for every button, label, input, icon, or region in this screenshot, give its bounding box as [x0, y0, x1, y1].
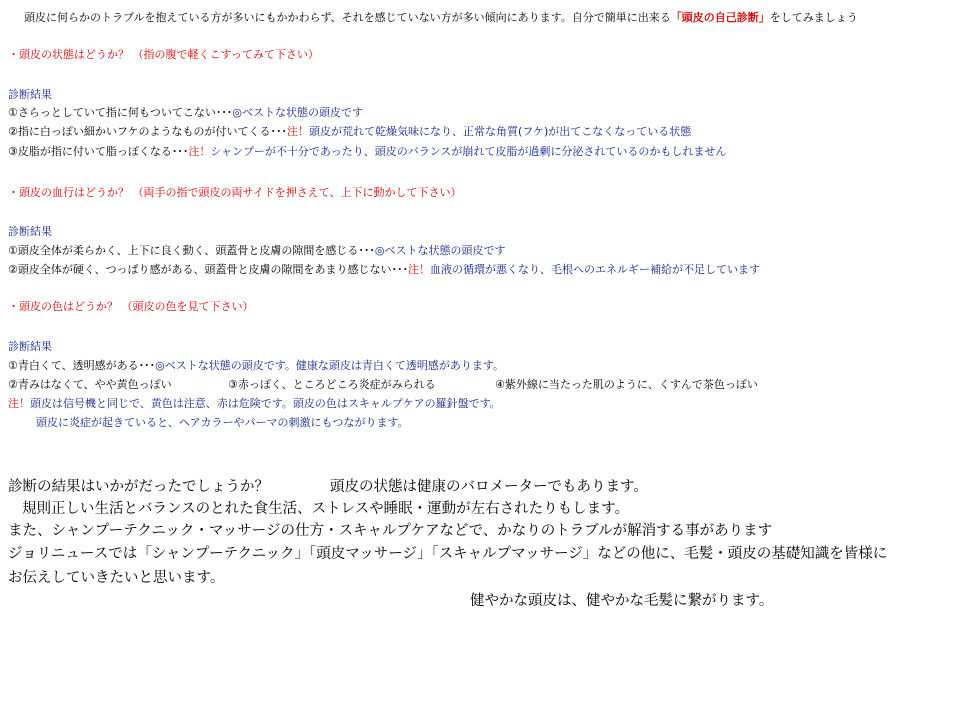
item-lead: ②指に白っぽい細かいフケのようなものが付いてくる･･･ [8, 125, 288, 138]
note-text: 頭皮は信号機と同じで、黄色は注意、赤は危険です。頭皮の色はスキャルプケアの羅針盤です。 [30, 397, 501, 410]
closing-line5: お伝えしていきたいと思います。 [8, 570, 225, 586]
item-answer: ◎ベストな状態の頭皮です [374, 244, 506, 257]
section1-result-label: 診断結果 [8, 88, 52, 101]
closing-line6: 健やかな頭皮は、健やかな毛髪に繋がります。 [470, 593, 774, 609]
item-lead: ②頭皮全体が硬く、つっぱり感がある、頭蓋骨と皮膚の隙間をあまり感じない･･･ [8, 263, 409, 276]
item-answer: 血液の循環が悪くなり、毛根へのエネルギー補給が不足しています [430, 263, 761, 276]
section3-note2: 頭皮に炎症が起きていると、ヘアカラーやパーマの刺激にもつながります。 [36, 416, 409, 429]
section2-question: ・頭皮の血行はどうか？ （両手の指で頭皮の両サイドを押さえて、上下に動かして下さい） [8, 186, 462, 199]
section1-item3 [8, 145, 726, 159]
section3-item3: ③赤っぽく、ところどころ炎症がみられる [228, 378, 436, 391]
item-answer: ◎ベストな状態の頭皮です。健康な頭皮は青白くて透明感があります。 [155, 359, 504, 372]
item-answer: ◎ベストな状態の頭皮です [232, 106, 363, 119]
intro-highlight: 「頭皮の自己診断」 [670, 11, 770, 24]
section3-question: ・頭皮の色はどうか？ （頭皮の色を見て下さい） [8, 300, 254, 313]
closing-line2: 規則正しい生活とバランスのとれた食生活、ストレスや睡眠・運動が左右されたりもします。 [22, 501, 629, 517]
item-lead: ①青白くて、透明感がある･･･ [8, 359, 156, 372]
section3-item2: ②青みはなくて、やや黄色っぽい [8, 378, 172, 391]
section2-item2 [8, 263, 760, 277]
section3-item4: ④紫外線に当たった肌のように、くすんで茶色っぽい [495, 378, 758, 391]
closing-line4: ジョリニュースでは「シャンプーテクニック」「頭皮マッサージ」「スキャルプマッサージ」などの他に、毛髪・頭皮の基礎知識を皆様に [8, 546, 888, 562]
warn-mark: 注！ [287, 125, 310, 138]
item-answer: 頭皮が荒れて乾燥気味になり、正常な角質(フケ)が出てこなくなっている状態 [309, 125, 692, 138]
closing-line1a: 診断の結果はいかがだったでしょうか？ [8, 479, 269, 495]
warn-mark: 注！ [188, 145, 211, 158]
item-lead: ①さらっとしていて指に何もついてこない･･･ [8, 106, 233, 119]
section2-result-label: 診断結果 [8, 225, 52, 238]
item-lead: ③皮脂が指に付いて脂っぽくなる･･･ [8, 145, 189, 158]
intro-line [24, 11, 858, 25]
section2-item1 [8, 244, 506, 258]
section1-question: ・頭皮の状態はどうか？ （指の腹で軽くこすってみて下さい） [8, 48, 319, 61]
intro-suffix: をしてみましょう [769, 11, 858, 24]
section3-note [8, 397, 501, 411]
closing-line1b: 頭皮の状態は健康のバロメーターでもあります。 [330, 479, 648, 495]
closing-line3: また、シャンプーテクニック・マッサージの仕方・スキャルプケアなどで、かなりのトラブルが解消する事があります [8, 523, 773, 539]
section1-item1 [8, 106, 363, 120]
item-answer: シャンプーが不十分であったり、頭皮のバランスが崩れて皮脂が過剰に分泌されているのかもしれません [210, 145, 727, 158]
section1-item2 [8, 125, 691, 139]
section3-item1 [8, 359, 504, 373]
section3-result-label: 診断結果 [8, 340, 52, 353]
warn-mark: 注！ [8, 397, 30, 410]
item-lead: ①頭皮全体が柔らかく、上下に良く動く、頭蓋骨と皮膚の隙間を感じる･･･ [8, 244, 375, 257]
warn-mark: 注！ [408, 263, 431, 276]
intro-text: 頭皮に何らかのトラブルを抱えている方が多いにもかかわらず、それを感じていない方が多い傾向にあります。自分で簡単に出来る [24, 11, 671, 24]
